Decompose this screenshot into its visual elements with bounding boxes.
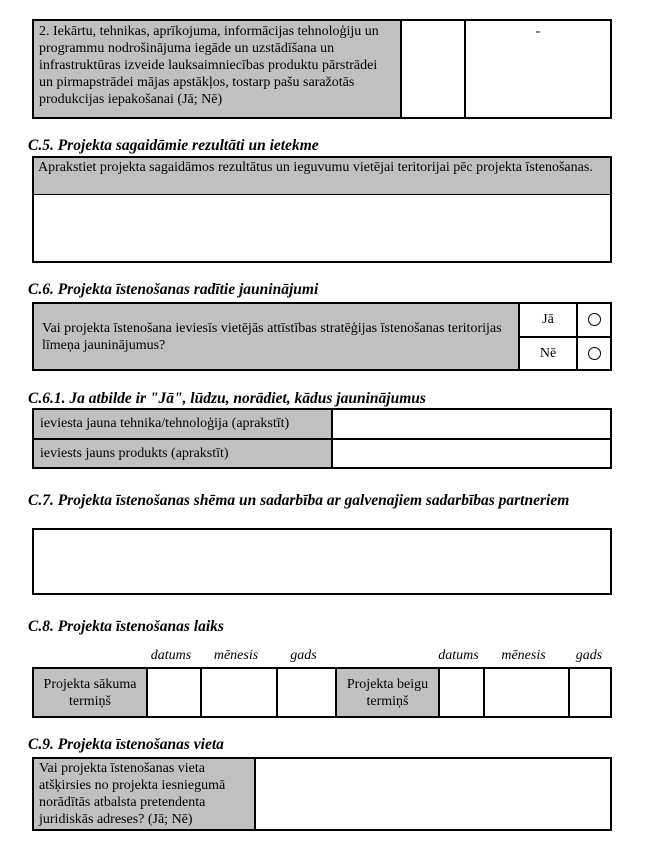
c9-table bbox=[32, 757, 612, 831]
c8-start-datums-label: datums bbox=[150, 648, 192, 663]
activity-2-input-cell[interactable] bbox=[400, 21, 464, 117]
c8-start-menesis-cell[interactable] bbox=[200, 669, 276, 716]
c61-produkts-label: ieviests jauns produkts (aprakstīt) bbox=[34, 440, 333, 468]
c61-heading: C.6.1. Ja atbilde ir "Jā", lūdzu, norādiet, kādus jauninājumus bbox=[28, 390, 426, 407]
c9-answer-cell[interactable] bbox=[256, 759, 610, 829]
c5-answer-area[interactable] bbox=[34, 195, 610, 261]
c61-row-produkts bbox=[34, 438, 610, 468]
c8-spacer bbox=[333, 648, 436, 666]
c5-table bbox=[32, 156, 612, 263]
ja-radio-icon[interactable] bbox=[588, 313, 601, 326]
c7-heading: C.7. Projekta īstenošanas shēma un sadarbība ar galvenajiem sadarbības partneriem bbox=[28, 492, 570, 509]
c8-end-gads-label: gads bbox=[575, 648, 603, 663]
c6-table bbox=[32, 302, 612, 371]
c8-end-datums-cell[interactable] bbox=[438, 669, 483, 716]
c8-start-gads-cell[interactable] bbox=[276, 669, 335, 716]
c8-start-label: Projekta sākuma termiņš bbox=[34, 669, 146, 716]
c8-end-gads-cell[interactable] bbox=[568, 669, 610, 716]
c6-ne-radio-cell[interactable] bbox=[578, 338, 610, 370]
c5-prompt: Aprakstiet projekta sagaidāmos rezultātus un ieguvumu vietējai teritorijai pēc projekta īstenošanas. bbox=[34, 158, 610, 195]
c7-answer-box[interactable] bbox=[32, 528, 612, 595]
c6-question: Vai projekta īstenošana ieviesīs vietējās attīstības stratēģijas īstenošanas teritorijas līmeņa jauninājumus? bbox=[34, 304, 518, 369]
c61-row-tehnika bbox=[34, 410, 610, 438]
c9-question: Vai projekta īstenošanas vieta atšķirsies no projekta iesniegumā norādītās atbalsta pretendenta juridiskās adreses? (Jā; Nē) bbox=[34, 759, 256, 829]
c4-activity-table bbox=[32, 19, 612, 119]
c6-option-ne-label: Nē bbox=[539, 345, 557, 361]
c8-end-datums-label: datums bbox=[438, 648, 479, 663]
c8-heading: C.8. Projekta īstenošanas laiks bbox=[28, 618, 224, 635]
activity-2-value-cell[interactable] bbox=[464, 21, 610, 117]
c6-ja-radio-cell[interactable] bbox=[578, 304, 610, 338]
c8-end-menesis-label: mēnesis bbox=[501, 648, 546, 663]
c8-end-label: Projekta beigu termiņš bbox=[335, 669, 438, 716]
c5-heading: C.5. Projekta sagaidāmie rezultāti un ietekme bbox=[28, 137, 319, 154]
activity-2-label: 2. Iekārtu, tehnikas, aprīkojuma, informācijas tehnoloģiju un programmu nodrošinājuma iegāde un uzstādīšana un infrastruktūras izveide lauksaimniecības produktu pārstrādei un pirmapstrādei mājas apstākļos, tostarp pašu saražotās produkcijas iepakošanai (Jā; Nē) bbox=[34, 21, 400, 117]
c8-start-datums-cell[interactable] bbox=[146, 669, 200, 716]
c9-heading: C.9. Projekta īstenošanas vieta bbox=[28, 736, 224, 753]
ne-radio-icon[interactable] bbox=[588, 347, 601, 360]
c8-end-menesis-cell[interactable] bbox=[483, 669, 568, 716]
c8-start-gads-label: gads bbox=[290, 648, 317, 663]
c6-radio-column bbox=[576, 304, 610, 369]
activity-2-value: - bbox=[535, 24, 541, 39]
c61-produkts-value-cell[interactable] bbox=[333, 440, 610, 468]
c8-column-labels bbox=[32, 648, 612, 666]
c8-spacer bbox=[32, 648, 144, 666]
c61-table bbox=[32, 408, 612, 469]
c8-table bbox=[32, 667, 612, 718]
c8-start-menesis-label: mēnesis bbox=[213, 648, 259, 663]
c6-heading: C.6. Projekta īstenošanas radītie jauninājumi bbox=[28, 281, 319, 298]
c6-option-labels bbox=[518, 304, 576, 369]
c61-tehnika-label: ieviesta jauna tehnika/tehnoloģija (aprakstīt) bbox=[34, 410, 333, 438]
c6-option-ja-label: Jā bbox=[520, 304, 576, 338]
c61-tehnika-value-cell[interactable] bbox=[333, 410, 610, 438]
